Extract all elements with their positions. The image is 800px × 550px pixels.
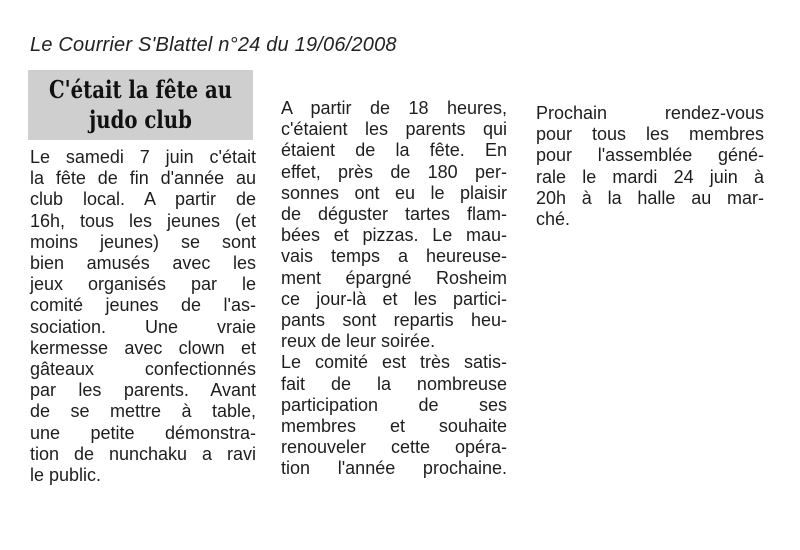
article-line: le public. (30, 465, 102, 486)
article-line: bées et pizzas. Le mau- (281, 225, 507, 246)
article-line: la fête de fin d'année au (30, 168, 256, 189)
article-line: rale le mardi 24 juin à (536, 166, 764, 187)
article-line: effet, près de 180 per- (281, 161, 507, 182)
article-line: 16h, tous les jeunes (et (30, 210, 256, 231)
headline-box (28, 70, 253, 140)
article-line: ment épargné Rosheim (281, 267, 507, 288)
article-line: 20h à la halle au mar- (536, 187, 764, 208)
article-line: pants sont repartis heu- (281, 310, 507, 331)
article-column-3 (536, 103, 764, 230)
newspaper-source-line: Le Courrier S'Blattel n°24 du 19/06/2008 (30, 34, 397, 56)
article-line: vais temps a heureuse- (281, 246, 507, 267)
article-line: tion de nunchaku a ravi (30, 443, 256, 464)
article-line: gâteaux confectionnés (30, 359, 256, 380)
article-line: club local. A partir de (30, 189, 256, 210)
article-line: bien amusés avec les (30, 253, 256, 274)
article-line: Le samedi 7 juin c'était (30, 147, 256, 167)
article-line: fait de la nombreuse (281, 373, 507, 394)
article-line: pour l'assemblée géné- (536, 145, 764, 166)
article-line: reux de leur soirée. (281, 331, 436, 352)
article-line: tion l'année prochaine. (281, 458, 507, 479)
article-line: ché. (536, 209, 571, 230)
article-line: pour tous les membres (536, 124, 764, 145)
headline-line-2: judo club (89, 105, 192, 134)
article-line: étaient de la fête. En (281, 140, 507, 161)
article-line: comité jeunes de l'as- (30, 295, 256, 316)
article-line: renouveler cette opéra- (281, 437, 507, 458)
article-line: Le comité est très satis- (281, 352, 507, 373)
article-line: de déguster tartes flam- (281, 204, 507, 225)
article-line: ce jour-là et les partici- (281, 288, 507, 309)
article-line: sociation. Une vraie (30, 316, 256, 337)
article-column-1 (30, 147, 256, 486)
article-line: Prochain rendez-vous (536, 103, 764, 123)
article-line: kermesse avec clown et (30, 337, 256, 358)
article-line: A partir de 18 heures, (281, 98, 507, 118)
article-line: une petite démonstra- (30, 422, 256, 443)
article-line: jeux organisés par le (30, 274, 256, 295)
article-line: membres et souhaite (281, 416, 507, 437)
article-line: par les parents. Avant (30, 380, 256, 401)
article-line: moins jeunes) se sont (30, 231, 256, 252)
article-line: participation de ses (281, 394, 507, 415)
article-line: c'étaient les parents qui (281, 119, 507, 140)
article-line: sonnes ont eu le plaisir (281, 182, 507, 203)
article-column-2 (281, 98, 507, 480)
headline-line-1: C'était la fête au (48, 75, 233, 104)
article-line: de se mettre à table, (30, 401, 256, 422)
